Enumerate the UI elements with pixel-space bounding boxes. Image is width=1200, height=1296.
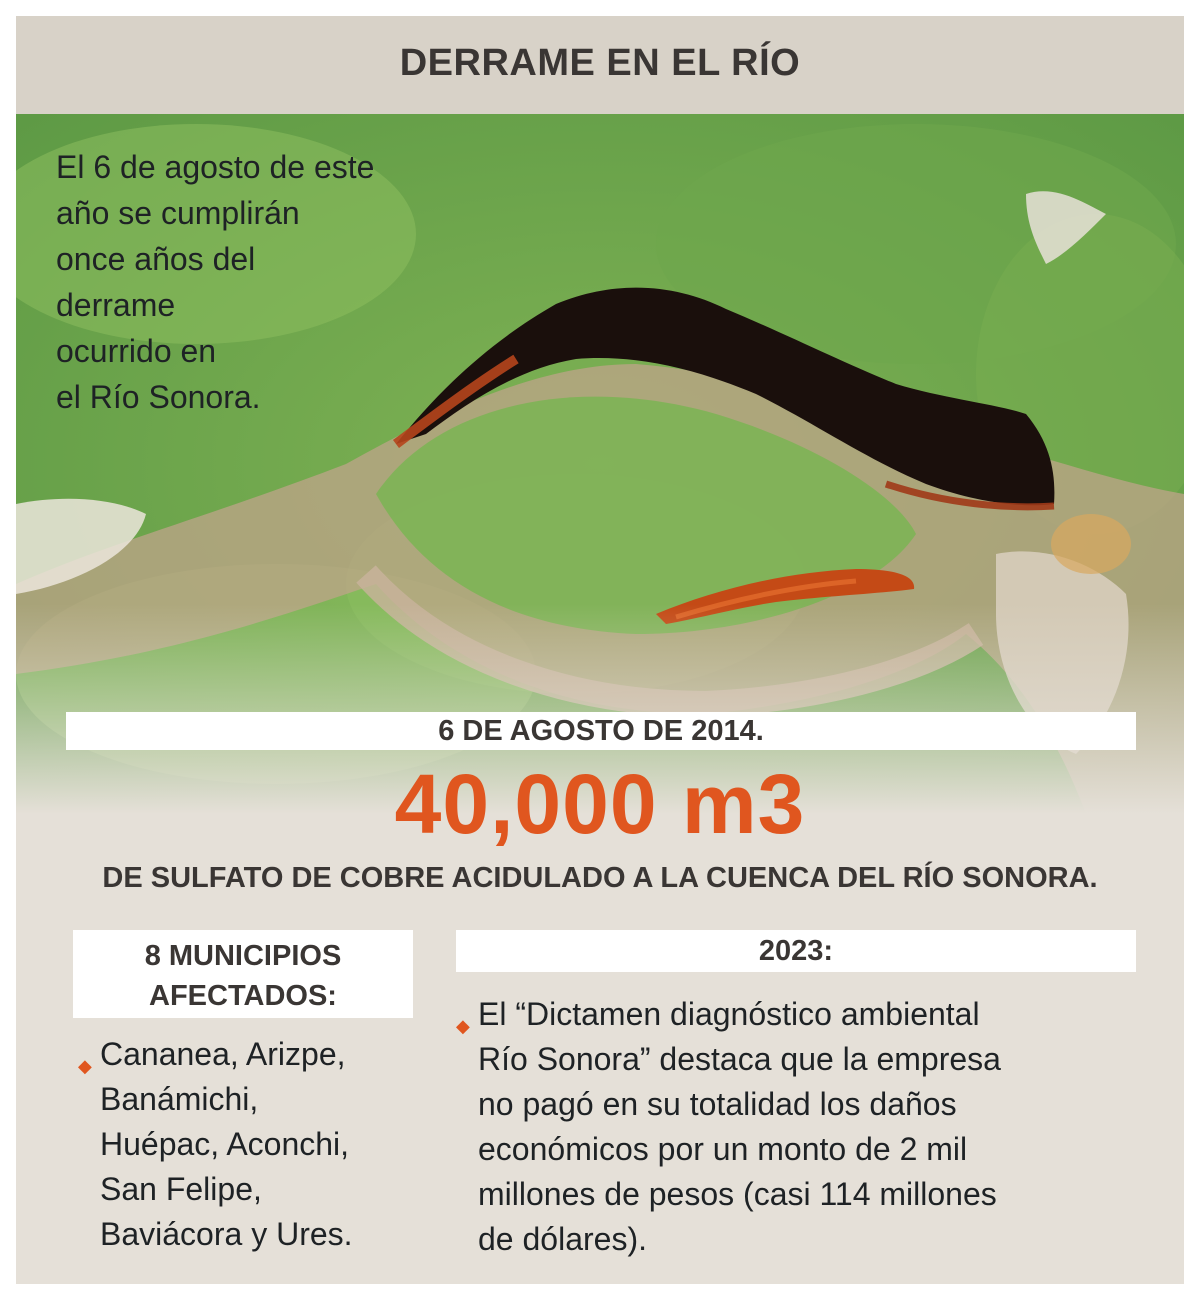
diamond-bullet-icon: ◆ [78,1056,92,1076]
municipios-heading-line: AFECTADOS: [149,980,337,1012]
municipios-heading-line: 8 MUNICIPIOS [144,940,342,972]
header-title: DERRAME EN EL RÍO [399,42,801,84]
municipios-line: San Felipe, [100,1171,262,1207]
intro-line: derrame [56,287,176,323]
intro-line: El 6 de agosto de este [56,149,375,185]
municipios-list [78,1032,458,1257]
municipios-line: Huépac, Aconchi, [100,1126,350,1162]
year-line: El “Dictamen diagnóstico ambiental [478,996,980,1032]
infographic-panel [16,16,1184,1284]
spill-volume: 40,000 m3 [394,757,806,851]
spill-description: DE SULFATO DE COBRE ACIDULADO A LA CUENCA DEL RÍO SONORA. [102,862,1098,894]
year-line: Río Sonora” destaca que la empresa [478,1041,1001,1077]
municipios-line: Cananea, Arizpe, [100,1036,346,1072]
intro-paragraph [56,144,456,420]
year-paragraph [456,992,1156,1262]
year-heading: 2023: [456,930,1136,972]
year-line: millones de pesos (casi 114 millones [478,1176,997,1212]
diamond-bullet-icon: ◆ [456,1016,470,1036]
municipios-line: Banámichi, [100,1081,259,1117]
intro-line: año se cumplirán [56,195,300,231]
intro-line: ocurrido en [56,333,217,369]
header-bar [16,16,1184,114]
date-band: 6 DE AGOSTO DE 2014. [66,712,1136,750]
year-line: económicos por un monto de 2 mil [478,1131,968,1167]
intro-line: once años del [56,241,256,277]
municipios-line: Baviácora y Ures. [100,1216,353,1252]
year-line: no pagó en su totalidad los daños [478,1086,957,1122]
intro-line: el Río Sonora. [56,379,261,415]
municipios-heading [73,930,413,1018]
year-line: de dólares). [478,1221,647,1257]
